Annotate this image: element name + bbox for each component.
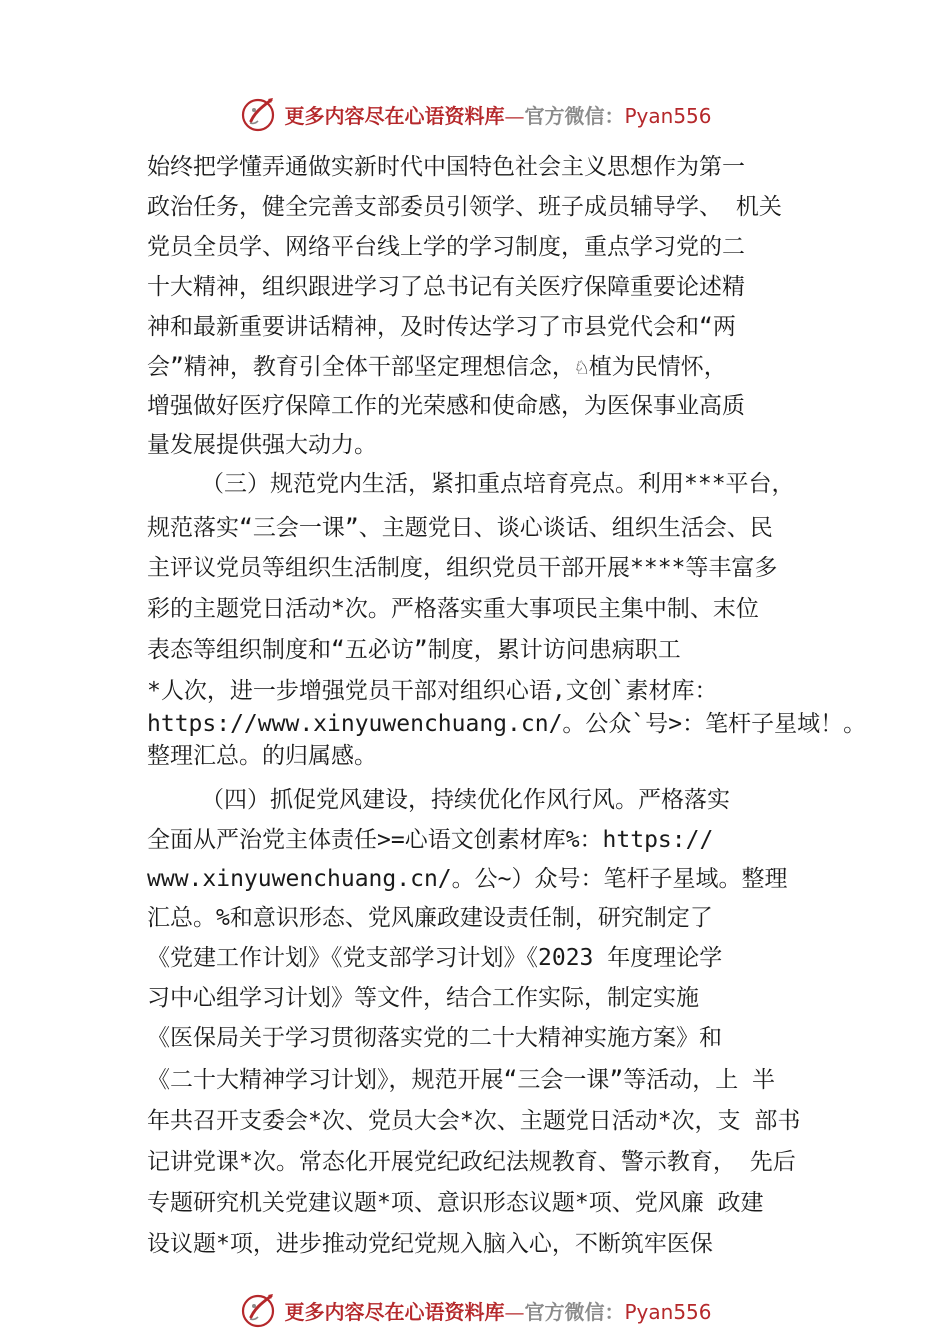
text-line: 增强做好医疗保障工作的光荣感和使命感，为医保事业高质 bbox=[147, 393, 745, 419]
text-line: 《二十大精神学习计划》，规范开展“三会一课”等活动，上 半 bbox=[147, 1067, 776, 1093]
text-line: *人次，进一步增强党员干部对组织心语,文创`素材库： bbox=[147, 678, 718, 704]
text-line: 政治任务，健全完善支部委员引领学、班子成员辅导学、 机关 bbox=[147, 194, 782, 220]
text-line: 专题研究机关党建议题*项、意识形态议题*项、党风廉 政建 bbox=[147, 1190, 764, 1216]
text-line: 规范落实“三会一课”、主题党日、谈心谈话、组织生活会、民 bbox=[147, 515, 773, 541]
watermark-label: 官方微信： bbox=[524, 1299, 625, 1324]
logo-icon bbox=[238, 1290, 278, 1330]
watermark-id: Pyan556 bbox=[624, 103, 712, 128]
text-line: 习中心组学习计划》等文件，结合工作实际，制定实施 bbox=[147, 985, 699, 1011]
text-line: 十大精神，组织跟进学习了总书记有关医疗保障重要论述精 bbox=[147, 274, 745, 300]
text-line: 全面从严治党主体责任>=心语文创素材库%：https:// bbox=[147, 827, 714, 853]
paragraph-heading-4: （四）抓促党风建设，持续优化作风行风。严格落实 bbox=[201, 787, 730, 813]
watermark-id: Pyan556 bbox=[624, 1299, 712, 1324]
text-line: 《医保局关于学习贯彻落实党的二十大精神实施方案》和 bbox=[147, 1025, 722, 1051]
text-line: 设议题*项，进步推动党纪党规入脑入心，不断筑牢医保 bbox=[147, 1231, 713, 1257]
text-line: 汇总。%和意识形态、党风廉政建设责任制，研究制定了 bbox=[147, 905, 713, 931]
text-line: 量发展提供强大动力。 bbox=[147, 432, 377, 458]
text-line: 神和最新重要讲话精神，及时传达学习了市县党代会和“两 bbox=[147, 314, 736, 340]
watermark-main: 更多内容尽在心语资料库 bbox=[284, 103, 505, 128]
text-line: 始终把学懂弄通做实新时代中国特色社会主义思想作为第一 bbox=[147, 154, 745, 180]
text-line: 会”精神，教育引全体干部坚定理想信念，♘植为民情怀， bbox=[147, 354, 727, 380]
watermark-label: 官方微信： bbox=[524, 103, 625, 128]
text-line: 《党建工作计划》《党支部学习计划》《2023 年度理论学 bbox=[147, 945, 723, 971]
text-line: www.xinyuwenchuang.cn/。公~）众号：笔杆子星域。整理 bbox=[147, 866, 788, 892]
text-line: 表态等组织制度和“五必访”制度，累计访问患病职工 bbox=[147, 637, 681, 663]
watermark-main: 更多内容尽在心语资料库 bbox=[284, 1299, 505, 1324]
text-line: 年共召开支委会*次、党员大会*次、主题党日活动*次，支 部书 bbox=[147, 1108, 801, 1134]
text-line: 主评议党员等组织生活制度，组织党员干部开展****等丰富多 bbox=[147, 555, 778, 581]
text-line: 记讲党课*次。常态化开展党纪政纪法规教育、警示教育， 先后 bbox=[147, 1149, 796, 1175]
watermark-banner-bottom bbox=[0, 1288, 950, 1332]
text-line: 彩的主题党日活动*次。严格落实重大事项民主集中制、末位 bbox=[147, 596, 759, 622]
text-line: 党员全员学、网络平台线上学的学习制度，重点学习党的二 bbox=[147, 234, 745, 260]
text-line: 整理汇总。的归属感。 bbox=[147, 743, 377, 769]
watermark-dash: — bbox=[504, 103, 525, 128]
watermark-dash: — bbox=[504, 1299, 525, 1324]
paragraph-heading-3: （三）规范党内生活，紧扣重点培育亮点。利用***平台， bbox=[201, 471, 795, 497]
text-line: https://www.xinyuwenchuang.cn/。公众`号>：笔杆子星域！。 bbox=[147, 711, 867, 737]
